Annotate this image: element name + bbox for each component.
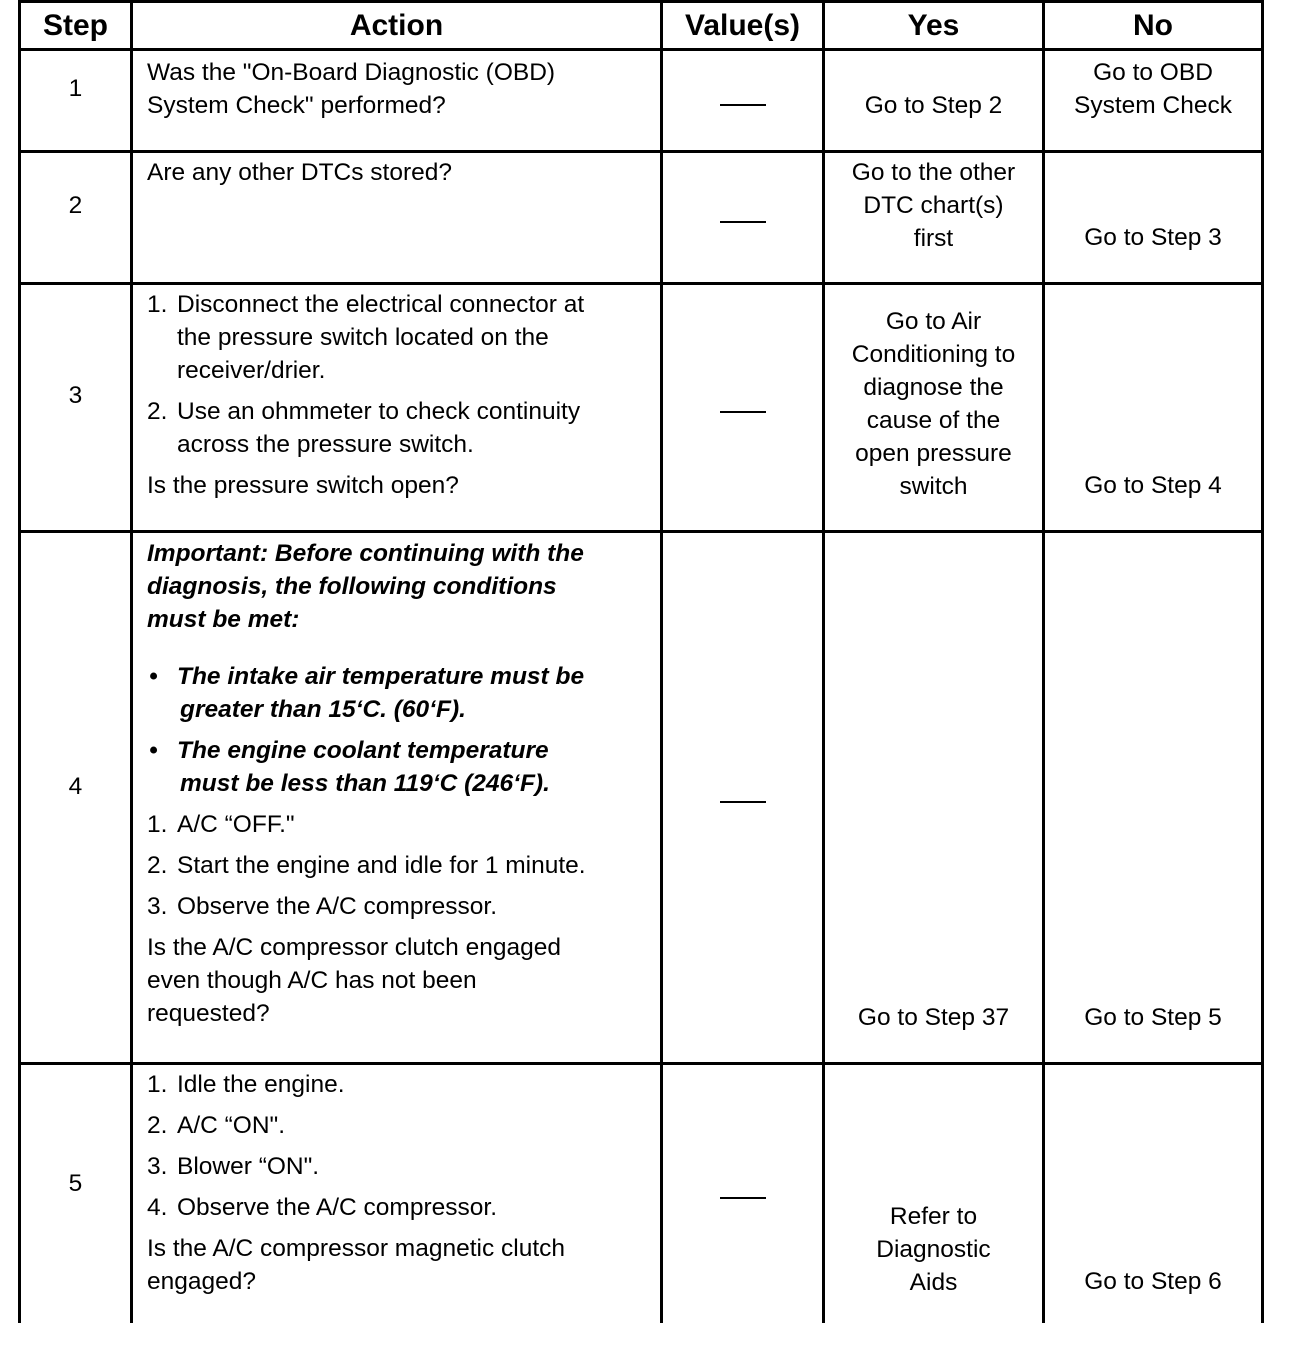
list-item: 2. A/C “ON". bbox=[147, 1112, 286, 1139]
no-cell: Go to Step 4 bbox=[1084, 472, 1222, 499]
list-item: 4. Observe the A/C compressor. bbox=[147, 1194, 497, 1221]
no-cell: Go to Step 3 bbox=[1084, 224, 1222, 251]
yes-cell: Go to Air Conditioning to diagnose the cause of the open pressure switch bbox=[851, 308, 1016, 500]
list-item: 3. Observe the A/C compressor. bbox=[147, 893, 497, 920]
action-question: Are any other DTCs stored? bbox=[147, 159, 453, 186]
important-note: must be met: bbox=[147, 606, 300, 633]
no-cell: Go to Step 6 bbox=[1084, 1268, 1222, 1295]
no-cell: Go to Step 5 bbox=[1084, 1004, 1222, 1031]
no-cell: Go to OBD System Check bbox=[1074, 59, 1232, 119]
step-number: 4 bbox=[68, 772, 83, 800]
row-divider bbox=[18, 530, 1264, 533]
step-number: 5 bbox=[68, 1169, 83, 1197]
value-cell bbox=[663, 153, 822, 282]
row-divider bbox=[18, 48, 1264, 51]
important-note: diagnosis, the following conditions bbox=[147, 573, 557, 600]
value-dash bbox=[720, 1197, 766, 1199]
action-cell bbox=[147, 288, 657, 502]
step-number: 2 bbox=[68, 191, 83, 219]
header-no: No bbox=[1133, 9, 1173, 42]
step-number: 3 bbox=[68, 381, 83, 409]
value-dash bbox=[720, 801, 766, 803]
value-cell bbox=[663, 51, 822, 150]
column-divider bbox=[1042, 0, 1045, 1323]
list-item: 1. Disconnect the electrical connector at the pressure switch located on the receiver/drier. bbox=[147, 291, 585, 384]
yes-cell: Go to the other DTC chart(s) first bbox=[851, 159, 1016, 252]
row-divider bbox=[18, 282, 1264, 285]
list-item: 2. Use an ohmmeter to check continuity across the pressure switch. bbox=[147, 398, 581, 458]
bullet-item: • The intake air temperature must be greater than 15‘C. (60‘F). bbox=[149, 663, 585, 723]
value-cell bbox=[663, 533, 822, 1062]
action-question: System Check" performed? bbox=[147, 92, 446, 119]
value-dash bbox=[720, 411, 766, 413]
action-question: engaged? bbox=[147, 1268, 257, 1295]
header-action: Action bbox=[349, 9, 444, 42]
important-note: Important: Before continuing with the bbox=[147, 540, 584, 567]
action-cell bbox=[147, 156, 657, 189]
action-question: Was the "On-Board Diagnostic (OBD) bbox=[147, 59, 556, 86]
value-dash bbox=[720, 221, 766, 223]
table-border-right bbox=[1261, 0, 1264, 1323]
yes-cell: Refer to Diagnostic Aids bbox=[876, 1203, 991, 1296]
action-question: even though A/C has not been bbox=[147, 967, 477, 994]
action-cell bbox=[147, 1068, 657, 1298]
list-item: 1. Idle the engine. bbox=[147, 1071, 345, 1098]
header-yes: Yes bbox=[907, 9, 960, 42]
value-cell bbox=[663, 1065, 822, 1323]
header-step: Step bbox=[42, 9, 108, 42]
action-question: Is the A/C compressor clutch engaged bbox=[147, 934, 561, 961]
bullet-item: • The engine coolant temperature must be less than 119‘C (246‘F). bbox=[149, 737, 550, 797]
action-question: requested? bbox=[147, 1000, 270, 1027]
row-divider bbox=[18, 150, 1264, 153]
list-item: 3. Blower “ON". bbox=[147, 1153, 320, 1180]
action-cell bbox=[147, 56, 657, 122]
action-question: Is the A/C compressor magnetic clutch bbox=[147, 1235, 566, 1262]
column-divider bbox=[130, 0, 133, 1323]
yes-cell: Go to Step 2 bbox=[864, 92, 1003, 119]
list-item: 1. A/C “OFF." bbox=[147, 811, 295, 838]
step-number: 1 bbox=[68, 75, 83, 102]
yes-cell: Go to Step 37 bbox=[857, 1004, 1010, 1031]
value-cell bbox=[663, 285, 822, 530]
row-divider bbox=[18, 1062, 1264, 1065]
header-values: Value(s) bbox=[684, 9, 801, 42]
list-item: 2. Start the engine and idle for 1 minute. bbox=[147, 852, 586, 879]
action-cell bbox=[147, 537, 657, 1030]
action-question: Is the pressure switch open? bbox=[147, 472, 459, 499]
value-dash bbox=[720, 104, 766, 106]
